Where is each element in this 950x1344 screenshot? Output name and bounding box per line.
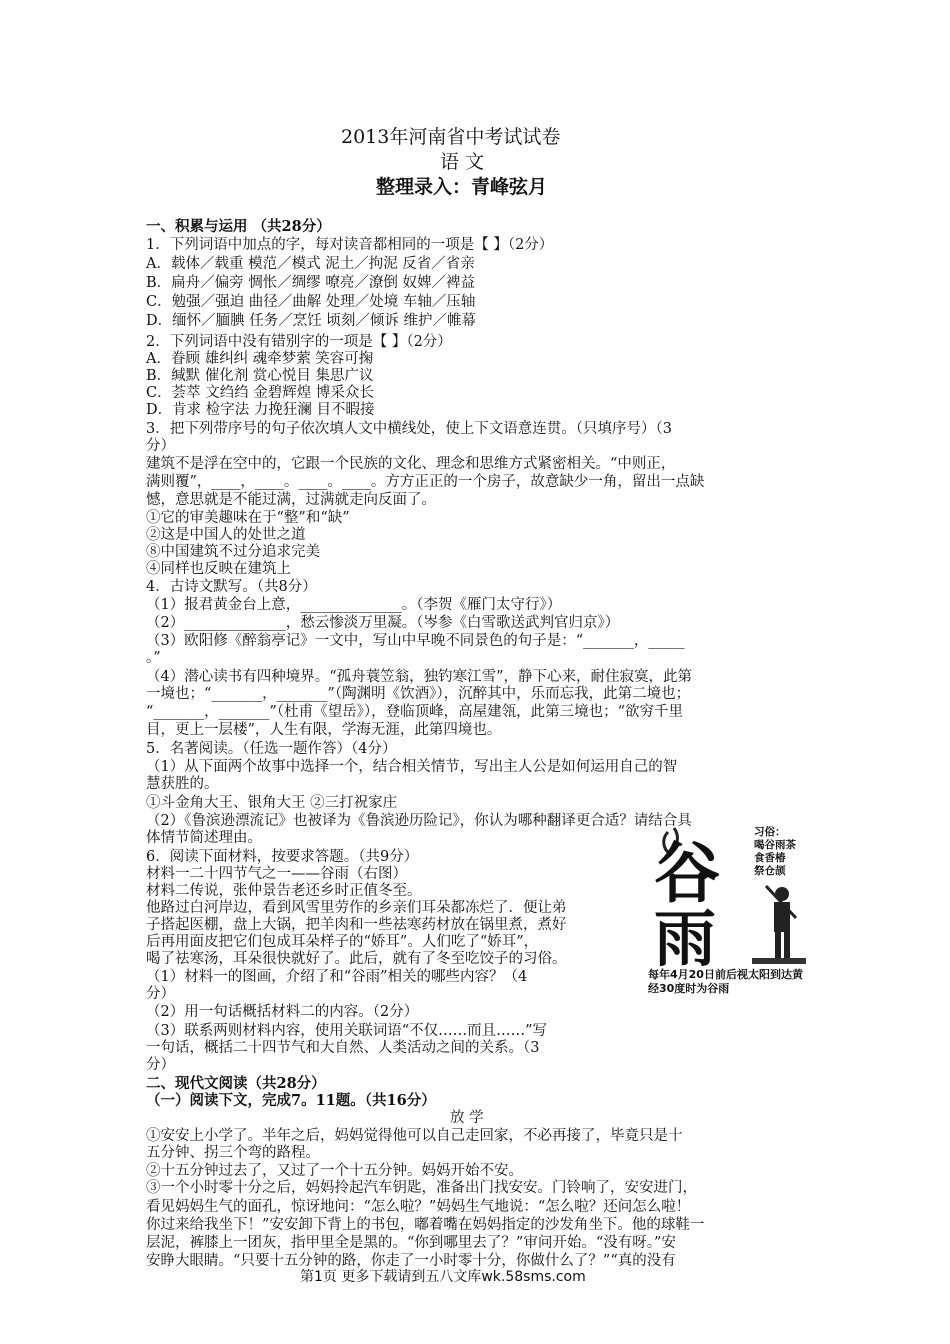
text-line: （3）欧阳修《醉翁亭记》一文中，写山中早晚不同景色的句子是：“_______，_____ — [146, 633, 685, 649]
text-line: （4）潜心读书有四种境界。“孤舟蓑笠翁，独钓寒江雪”，静下心来，耐住寂寞，此第 — [146, 669, 693, 685]
text-line: （2）______________，愁云惨淡万里凝。（岑参《白雪歌送武判官归京》） — [146, 615, 620, 631]
text-line: ①安安上小学了。半年之后，妈妈觉得他可以自己走回家，不必再接了，毕竟只是十 — [146, 1128, 683, 1144]
custom-item: 喝谷雨茶 — [754, 839, 796, 851]
text-line: ①它的审美趣味在于“整”和“缺” — [146, 510, 350, 526]
text-line: 2．下列词语中没有错别字的一项是【 】（2分） — [146, 334, 452, 350]
text-line: 4．古诗文默写。（共8分） — [146, 579, 317, 595]
text-line: B．缄默 催化剂 赏心悦目 集思广议 — [146, 368, 374, 384]
text-line: 喝了祛寒汤，耳朵很快就好了。此后，就有了冬至吃饺子的习俗。 — [146, 951, 567, 967]
text-line: 分） — [146, 438, 175, 454]
text-line: C．荟萃 文绉绉 金碧辉煌 博采众长 — [146, 385, 374, 401]
text-line: 。” — [146, 650, 161, 666]
caption-line: 每年4月20日前后视太阳到达黄 — [648, 968, 803, 981]
text-line: ②十五分钟过去了，又过了一个十五分钟。妈妈开始不安。 — [146, 1163, 523, 1179]
text-line: A．载体／载重 模范／模式 泥土／拘泥 反省／省亲 — [146, 256, 475, 272]
custom-item: 食香椿 — [754, 852, 786, 864]
poster-customs — [754, 826, 796, 878]
text-line: 放 学 — [450, 1110, 484, 1126]
text-line: ①斗金角大王、银角大王 ②三打祝家庄 — [146, 795, 398, 811]
text-line: D．肯求 检字法 力挽狂澜 目不暇接 — [146, 402, 375, 418]
text-line: 3．把下列带序号的句子依次填人文中横线处，使上下文语意连贯。（只填序号）（3 — [146, 421, 672, 437]
text-line: 五分钟、拐三个弯的路程。 — [146, 1145, 320, 1161]
text-line: ⑧中国建筑不过分追求完美 — [146, 544, 320, 560]
text-line: 二、现代文阅读（共28分） — [146, 1075, 326, 1092]
text-line: 后再用面皮把它们包成耳朵样子的“娇耳”。人们吃了“娇耳”， — [146, 934, 539, 950]
text-line: 分） — [146, 1057, 175, 1073]
text-line: 6．阅读下面材料，按要求答题。（共9分） — [146, 849, 419, 865]
text-line: 一境也；“_______，_______”（陶渊明《饮酒》），沉醉其中，乐而忘我，此第二境也； — [146, 686, 691, 702]
text-line: ④同样也反映在建筑上 — [146, 561, 291, 577]
text-line: ③一个小时零十分之后，妈妈拎起汽车钥匙，准备出门找安安。门铃响了，安安进门， — [146, 1180, 697, 1196]
caption-line: 经30度时为谷雨 — [648, 982, 730, 995]
text-line: ②这是中国人的处世之道 — [146, 527, 306, 543]
text-line: “_______，_______”（杜甫《望岳》），登临顶峰，高屋建瓴，此第三境也；“欲穷千里 — [146, 704, 683, 720]
text-line: 目，更上一层楼”，人生有限，学海无涯，此第四境也。 — [146, 722, 502, 738]
poster-caption — [648, 968, 803, 996]
text-line: 他路过白河岸边，看到风雪里劳作的乡亲们耳朵都冻烂了．便让弟 — [146, 900, 567, 916]
poster-char-gu: 谷 — [654, 835, 720, 912]
text-line: 憾，意思就是不能过满，过满就走向反面了。 — [146, 492, 436, 508]
text-line: 一句话，概括二十四节气和大自然、人类活动之间的关系。（3 — [146, 1040, 540, 1056]
text-line: 材料一二十四节气之一——谷雨（右图） — [146, 866, 407, 882]
text-line: （1）从下面两个故事中选择一个，结合相关情节，写出主人公是如何运用自己的智 — [146, 759, 678, 775]
text-line: 材料二传说，张仲景告老还乡时正值冬至。 — [146, 883, 422, 899]
text-line: 你过来给我坐下！”安安卸下背上的书包，嘟着嘴在妈妈指定的沙发角坐下。他的球鞋一 — [146, 1217, 705, 1233]
text-line: 慧获胜的。 — [146, 776, 219, 792]
text-line: 建筑不是浮在空中的，它跟一个民族的文化、理念和思维方式紧密相关。“中则正， — [146, 456, 676, 472]
farmer-figure — [752, 886, 806, 964]
text-line: 分） — [146, 986, 175, 1002]
text-line: 5．名著阅读。（任选一题作答）（4分） — [146, 741, 397, 757]
text-line: 子搭起医棚，盘上大锅，把羊肉和一些祛寒药材放在锅里煮，煮好 — [146, 917, 567, 933]
text-line: （2）《鲁滨逊漂流记》也被译为《鲁滨逊历险记》，你认为哪种翻译更合适？请结合具 — [146, 813, 692, 829]
text-line: 满则覆”，____，____。____。____。方方正正的一个房子，故意缺少一角，留出一点缺 — [146, 474, 705, 490]
text-line: （一）阅读下文，完成7。11题。（共16分） — [146, 1092, 436, 1109]
text-line: 一、积累与运用 （共28分） — [146, 218, 331, 235]
custom-label: 习俗： — [754, 826, 786, 838]
exam-title: 2013年河南省中考试试卷 — [341, 126, 561, 148]
text-line: C．勉强／强迫 曲径／曲解 处理／处境 车轴／压轴 — [146, 294, 476, 310]
text-line: 体情节简述理由。 — [146, 830, 262, 846]
text-line: （1）报君黄金台上意，______________。（李贺《雁门太守行》） — [146, 597, 562, 613]
page-footer[interactable]: 第1页 更多下载请到五八文库wk.58sms.com — [300, 1269, 586, 1285]
text-line: A．眷顾 雄纠纠 魂牵梦萦 笑容可掬 — [146, 351, 374, 367]
text-line: 安睁大眼睛。“只要十五分钟的路，你走了一小时零十分，你做什么了？”“真的没有 — [146, 1253, 676, 1269]
poster-char-yu: 雨 — [654, 902, 717, 975]
subject-title: 语 文 — [440, 151, 485, 173]
custom-item: 祭仓颉 — [754, 865, 786, 877]
text-line: B．扁舟／偏旁 惆怅／绸缪 嘹亮／潦倒 奴婢／裨益 — [146, 275, 475, 291]
text-line: D．缅怀／腼腆 任务／烹饪 顷刻／倾诉 维护／帷幕 — [146, 313, 476, 329]
editor-credit: 整理录入：青峰弦月 — [376, 176, 548, 198]
text-line: 1．下列词语中加点的字，每对读音都相同的一项是【 】（2分） — [146, 237, 554, 253]
text-line: 看见妈妈生气的面孔，惊讶地问：“怎么啦？”妈妈生气地说：“怎么啦？还问怎么啦！ — [146, 1199, 691, 1215]
text-line: （3）联系两则材料内容，使用关联词语“不仅……而且……”写 — [146, 1023, 548, 1039]
text-line: （2）用一句话概括材料二的内容。（2分） — [146, 1004, 419, 1020]
text-line: （1）材料一的图画，介绍了和“谷雨”相关的哪些内容？（4 — [146, 969, 528, 985]
text-line: 层泥，裤膝上一团灰，指甲里全是黑的。“你到哪里去了？”审问开始。“没有呀。”安 — [146, 1235, 676, 1251]
